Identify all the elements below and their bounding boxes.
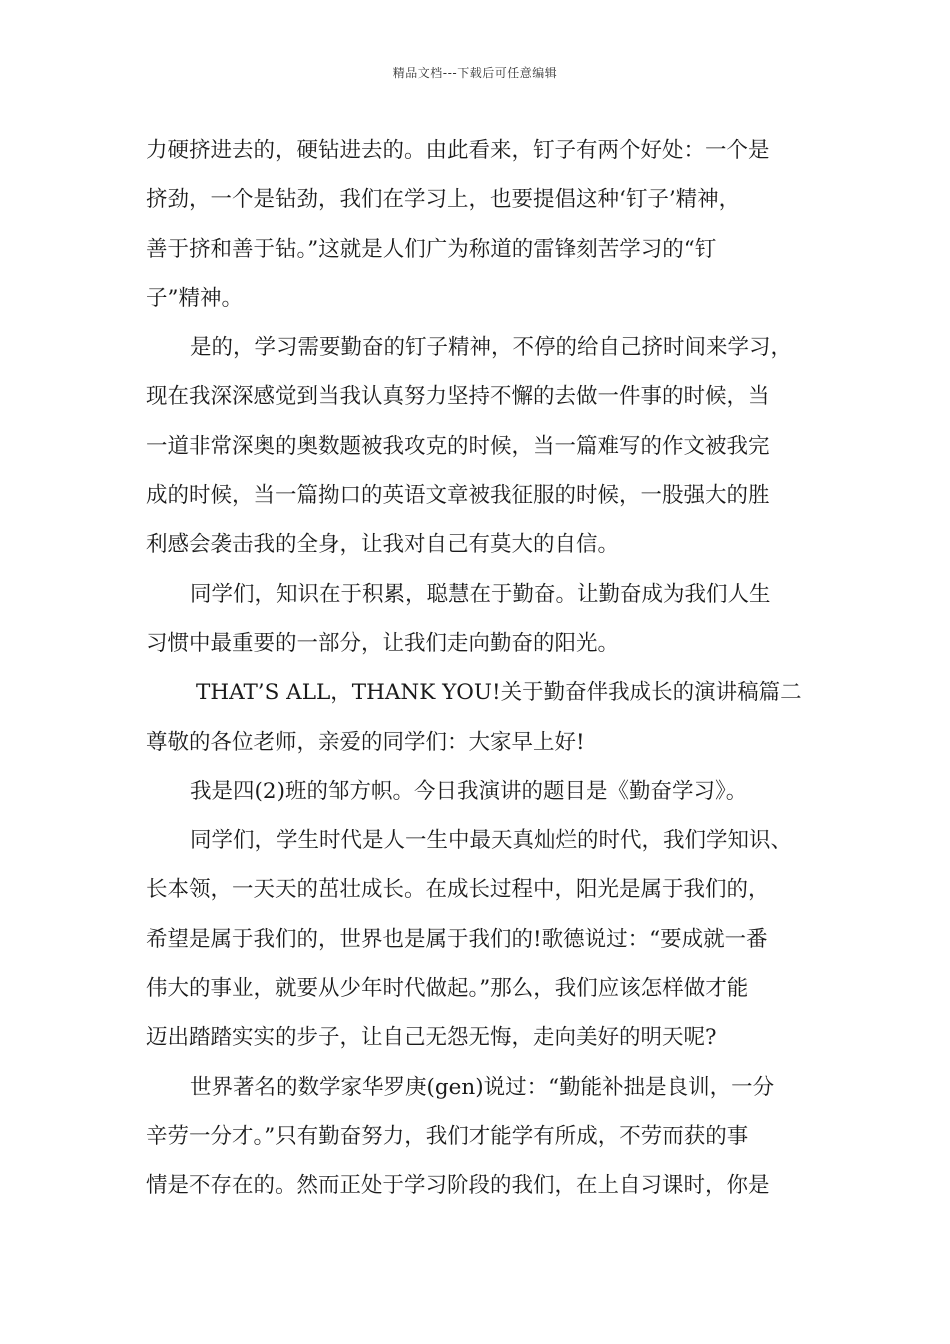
text-line: 成的时候，当一篇拗口的英语文章被我征服的时候，一股强大的胜 xyxy=(146,483,770,509)
paragraph-start-line: 是的，学习需要勤奋的钉子精神，不停的给自己挤时间来学习， xyxy=(190,335,793,361)
text-line: 现在我深深感觉到当我认真努力坚持不懈的去做一件事的时候，当 xyxy=(146,384,770,410)
text-line: 希望是属于我们的，世界也是属于我们的!歌德说过：“要成就一番 xyxy=(146,926,768,952)
text-line: 力硬挤进去的，硬钻进去的。由此看来，钉子有两个好处：一个是 xyxy=(146,138,770,163)
paragraph-start-line: 我是四(2)班的邹方帜。今日我演讲的题目是《勤奋学习》。 xyxy=(190,778,748,804)
text-line: 善于挤和善于钻。”这就是人们广为称道的雷锋刻苦学习的“钉 xyxy=(146,236,717,262)
paragraph-start-line: 同学们，学生时代是人一生中最天真灿烂的时代，我们学知识、 xyxy=(190,828,793,854)
paragraph-start-line: 世界著名的数学家华罗庚(gen)说过：“勤能补拙是良训，一分 xyxy=(190,1074,775,1100)
text-line: 子”精神。 xyxy=(146,285,243,311)
text-line: 习惯中最重要的一部分，让我们走向勤奋的阳光。 xyxy=(146,630,620,656)
text-line: 迈出踏踏实实的步子，让自己无怨无悔，走向美好的明天呢? xyxy=(146,1025,717,1051)
page-header: 精品文档---下载后可任意编辑 xyxy=(392,66,558,80)
text-line: 长本领，一天天的茁壮成长。在成长过程中，阳光是属于我们的， xyxy=(146,877,770,903)
document-body xyxy=(146,126,816,1211)
text-line: 辛劳一分才。”只有勤奋努力，我们才能学有所成，不劳而获的事 xyxy=(146,1123,749,1149)
paragraph-start-line: THAT’S ALL，THANK YOU!关于勤奋伴我成长的演讲稿篇二 xyxy=(196,680,802,706)
text-line: 伟大的事业，就要从少年时代做起。”那么，我们应该怎样做才能 xyxy=(146,976,749,1002)
text-line: 利感会袭击我的全身，让我对自己有莫大的自信。 xyxy=(146,532,620,558)
text-line: 情是不存在的。然而正处于学习阶段的我们，在上自习课时，你是 xyxy=(146,1173,770,1199)
text-line: 一道非常深奥的奥数题被我攻克的时候，当一篇难写的作文被我完 xyxy=(146,433,770,459)
text-line: 挤劲，一个是钻劲，我们在学习上，也要提倡这种‘钉子’精神， xyxy=(146,187,741,213)
paragraph-start-line: 同学们，知识在于积累，聪慧在于勤奋。让勤奋成为我们人生 xyxy=(190,581,771,607)
text-line: 尊敬的各位老师，亲爱的同学们：大家早上好! xyxy=(146,729,585,755)
